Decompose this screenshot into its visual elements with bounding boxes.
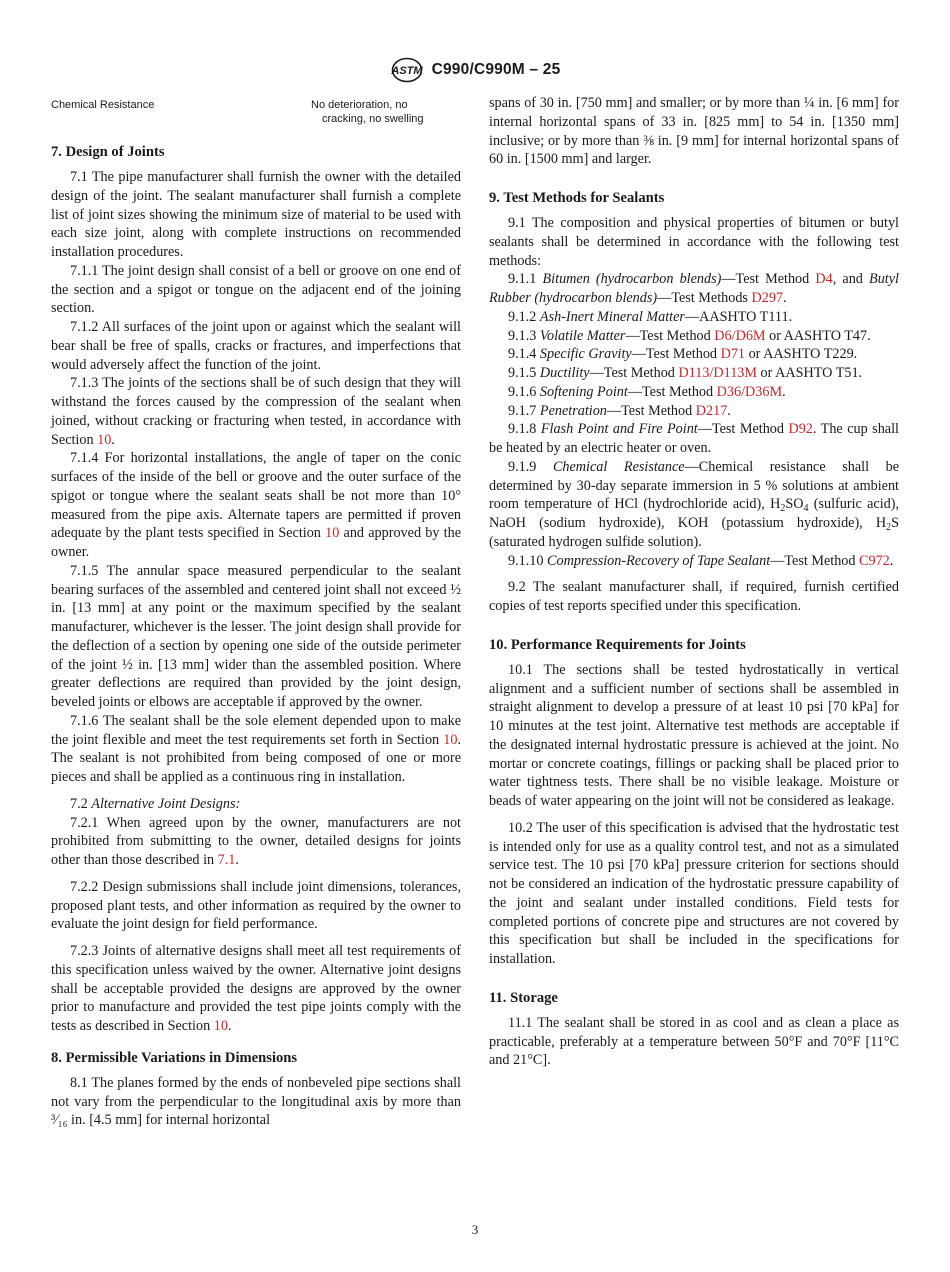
section-11-heading: 11. Storage bbox=[489, 989, 558, 1006]
d71-link[interactable]: D71 bbox=[720, 346, 746, 363]
para-7-1: 7.1 The pipe manufacturer shall furnish the owner with the detailed design of the joint. The sealant manufacturer shall furnish a complete list of joint sizes showing the minimum size of material to be used with each size joint, along with complete instructions on recommended installation procedures. bbox=[51, 169, 461, 260]
para-7-2-3: 7.2.3 Joints of alternative designs shall meet all test requirements of this specification unless waived by the owner. Alternative joint designs shall be acceptable provided the designs are approved by the owner prior to manufacture and provided the test pipe joints comply with the tests as described in Section 10. bbox=[51, 943, 461, 1034]
astm-logo-icon bbox=[390, 57, 424, 83]
para-9-1-1: 9.1.1 Bitumen (hydrocarbon blends)—Test Method D4, and Butyl Rubber (hydrocarbon blends)—Test Methods D297. bbox=[489, 271, 899, 306]
section-10-link[interactable]: 10 bbox=[325, 525, 340, 542]
para-10-2: 10.2 The user of this specification is advised that the hydrostatic test is intended only for use as a quality control test, and not as a simulated service test. The 10 psi [70 kPa] pressure criterion for sections should not be considered an indication of the hydrostatic pressure capability of the joint and sealant under installed conditions. Field tests for completed portions of concrete pipe and structures are not covered by this specification but shall be included in the specifications for installation. bbox=[489, 819, 899, 967]
left-column bbox=[51, 94, 461, 1130]
section-7-heading: 7. Design of Joints bbox=[51, 144, 165, 160]
para-9-1-10: 9.1.10 Compression-Recovery of Tape Sealant—Test Method C972. bbox=[508, 552, 894, 569]
para-10-1: 10.1 The sections shall be tested hydrostatically in vertical alignment and a sufficient number of sections shall be assembled in straight alignment to develop a pressure of at least 10 psi [70 kPa] for 10 minutes at the test joint. Alternative test methods are acceptable if the designated internal hydrostatic pressure is achieved at the joint. No mortar or concrete coatings, fillings or packing shall be placed prior to water tightness tests. There shall be no visible leakage. Moisture or beads of water appearing on the joint will not be considered as leakage. bbox=[489, 661, 899, 809]
para-7-1-5: 7.1.5 The annular space measured perpendicular to the sealant bearing surfaces of the assembled and centered joint shall not exceed ½ in. [13 mm] at any point or the maximum specified by the sealant manufacturer, whichever is the lesser. The joint design shall provide for the deflection of a section by opening one side of the outside perimeter of the joint ½ in. [13 mm] wider than the assembled position. Where greater deflections are required than provided by the joint design, beveled joints or elbows are acceptable if approved by the owner. bbox=[51, 562, 461, 710]
page-header bbox=[0, 56, 950, 84]
d92-link[interactable]: D92 bbox=[788, 421, 813, 438]
para-9-1-4: 9.1.4 Specific Gravity—Test Method D71 or AASHTO T229. bbox=[508, 346, 858, 363]
para-9-1-6: 9.1.6 Softening Point—Test Method D36/D36M. bbox=[508, 383, 786, 400]
para-7-1-1: 7.1.1 The joint design shall consist of a bell or groove on one end of the section and a spigot or tongue on the adjacent end of the joining section. bbox=[51, 262, 461, 317]
section-10-heading: 10. Performance Requirements for Joints bbox=[489, 636, 746, 653]
para-9-1-8: 9.1.8 Flash Point and Fire Point—Test Method D92. The cup shall be heated by an electric heater or oven. bbox=[489, 421, 899, 456]
para-7-1-6: 7.1.6 The sealant shall be the sole element depended upon to make the joint flexible and meet the test requirements set forth in Section 10. The sealant is not prohibited from being composed of one or more pieces and shall be applied as a continuous ring in installation. bbox=[51, 712, 461, 785]
para-7-2-2: 7.2.2 Design submissions shall include joint dimensions, tolerances, proposed plant tests, and other information as required by the owner to evaluate the joint design for field performance. bbox=[51, 878, 461, 933]
d113-link[interactable]: D113/D113M bbox=[678, 365, 757, 381]
d36-link[interactable]: D36/D36M bbox=[716, 383, 783, 400]
para-9-1-2: 9.1.2 Ash-Inert Mineral Matter—AASHTO T111. bbox=[508, 308, 793, 325]
para-7-1-2: 7.1.2 All surfaces of the joint upon or against which the sealant will bear shall be free of spalls, cracks or fractures, and imperfections that would adversely affect the function of the joint. bbox=[51, 319, 461, 373]
table-property-cell: Chemical Resistance bbox=[51, 99, 155, 111]
requirements-table-row bbox=[51, 98, 461, 130]
section-10-link[interactable]: 10 bbox=[97, 431, 112, 448]
para-9-1-3: 9.1.3 Volatile Matter—Test Method D6/D6M or AASHTO T47. bbox=[508, 327, 871, 344]
right-column bbox=[489, 94, 899, 1070]
d6-link[interactable]: D6/D6M bbox=[714, 327, 766, 344]
page-number: 3 bbox=[471, 1222, 479, 1237]
para-11-1: 11.1 The sealant shall be stored in as cool and as clean a place as practicable, preferably at a temperature between 50°F and 70°F [11°C and 21°C]. bbox=[489, 1014, 899, 1069]
table-requirement-cell: No deterioration, no cracking, no swelling bbox=[311, 99, 424, 125]
para-7-1-3: 7.1.3 The joints of the sections shall be of such design that they will withstand the forces caused by the compression of the sealant when joined, without cracking or fracturing when tested, in accordance with Section 10. bbox=[51, 375, 461, 448]
d4-link[interactable]: D4 bbox=[815, 271, 833, 288]
d217-link[interactable]: D217 bbox=[695, 402, 728, 419]
section-8-heading: 8. Permissible Variations in Dimensions bbox=[51, 1049, 298, 1066]
document-designation: C990/C990M – 25 bbox=[431, 61, 561, 78]
d297-link[interactable]: D297 bbox=[751, 290, 784, 306]
section-9-heading: 9. Test Methods for Sealants bbox=[489, 190, 665, 206]
para-9-1-5: 9.1.5 Ductility—Test Method D113/D113M or AASHTO T51. bbox=[508, 365, 863, 381]
section-10-link[interactable]: 10 bbox=[213, 1018, 228, 1034]
section-7-1-link[interactable]: 7.1 bbox=[217, 852, 236, 868]
para-8-1-continued: spans of 30 in. [750 mm] and smaller; or by more than ¼ in. [6 mm] for internal horizontal spans of 33 in. [825 mm] to 54 in. [1350 mm] inclusive; or by more than ⅜ in. [9 mm] for internal horizontal spans of 60 in. [1500 mm] and larger. bbox=[489, 95, 899, 168]
para-9-1: 9.1 The composition and physical properties of bitumen or butyl sealants shall be determined in accordance with the following test methods: bbox=[489, 215, 899, 269]
para-8-1: 8.1 The planes formed by the ends of nonbeveled pipe sections shall not vary from the perpendicular to the longitudinal axis by more than ³⁄₁₆ in. [4.5 mm] for internal horizontal bbox=[51, 1074, 461, 1129]
para-9-1-9: 9.1.9 Chemical Resistance—Chemical resistance shall be determined by 30-day separate immersion in 5 % solutions at ambient room temperature of HCl (hydrochloride acid), $H_2SO_4$ (sulfuric acid), NaOH (sodium hydroxide), KOH (potassium hydroxide), $H_2S$ (saturated hydrogen sulfide solution). bbox=[489, 458, 899, 550]
para-9-1-7: 9.1.7 Penetration—Test Method D217. bbox=[508, 402, 731, 419]
c972-link[interactable]: C972 bbox=[859, 552, 890, 569]
para-7-2-1: 7.2.1 When agreed upon by the owner, manufacturers are not prohibited from submitting to the owner, detailed designs for joints other than those described in 7.1. bbox=[51, 814, 461, 868]
para-9-2: 9.2 The sealant manufacturer shall, if required, furnish certified copies of test reports specified under this specification. bbox=[489, 579, 899, 614]
para-7-1-4: 7.1.4 For horizontal installations, the angle of taper on the conic surfaces of the inside of the bell or groove and the outer surface of the spigot or tongue where the sealant seats shall be not more than 10° measured from the pipe axis. Alternate tapers are permitted if proven adequate by the plant tests specified in Section 10 and approved by the owner. bbox=[51, 450, 462, 560]
svg-text:ASTM: ASTM bbox=[391, 65, 423, 77]
section-10-link[interactable]: 10 bbox=[443, 731, 458, 748]
para-7-2: 7.2 Alternative Joint Designs: bbox=[70, 795, 241, 812]
